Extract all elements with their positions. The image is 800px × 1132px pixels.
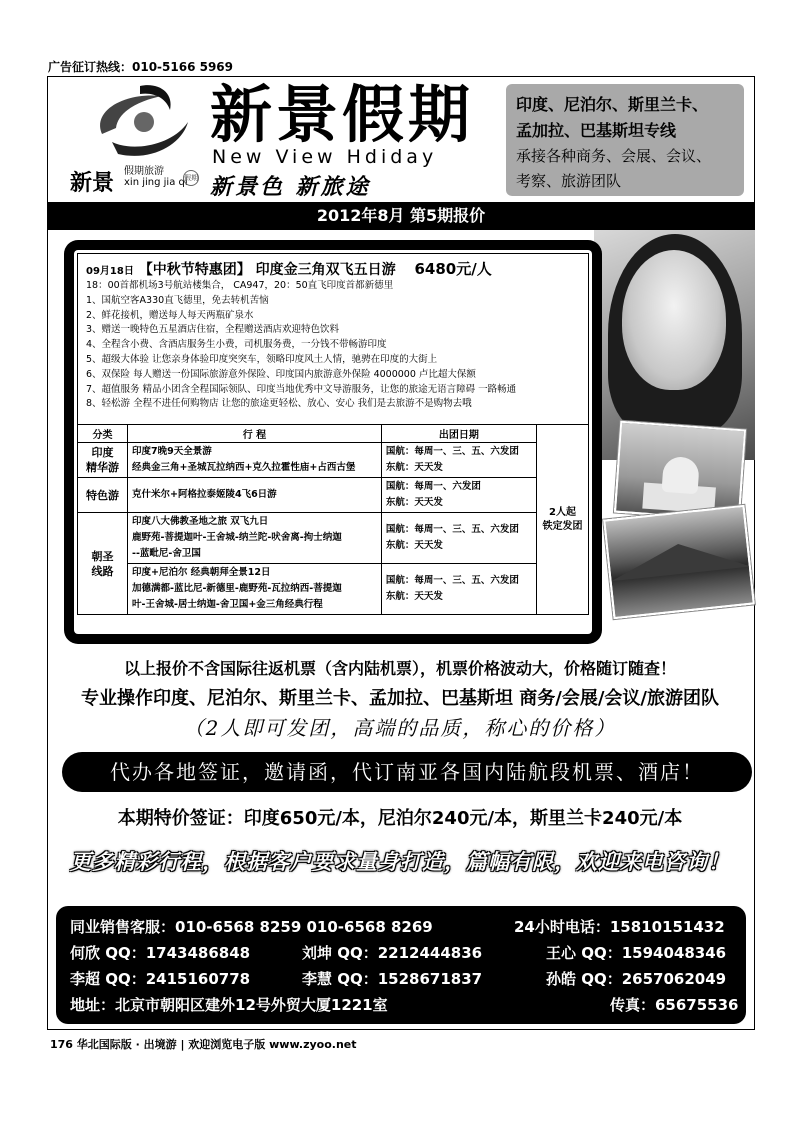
col-header-route: 行 程 <box>128 425 382 443</box>
specialty-line-1: 印度、尼泊尔、斯里兰卡、 <box>516 95 709 114</box>
visa-banner: 代办各地签证，邀请函，代订南亚各国内陆航段机票、酒店！ <box>62 752 752 792</box>
route-line: 加德满都-蓝比尼-新德里-鹿野苑-瓦拉纳西-菩提迦 <box>132 583 342 594</box>
service-line-2: 考察、旅游团队 <box>516 172 622 190</box>
logo-sub-cn: 假期旅游 <box>124 166 164 177</box>
tour-date: 09月18日 <box>86 266 134 277</box>
tour-line: 1、国航空客A330直飞德里，免去转机苦恼 <box>86 294 269 306</box>
featured-tour <box>77 253 589 425</box>
qq-contact: 何欣 QQ：1743486848 <box>70 944 251 962</box>
route-cell <box>128 513 382 564</box>
tour-tag: 【中秋节特惠团】 <box>138 262 251 278</box>
sales-phones: 同业销售客服：010-6568 8259 010-6568 8269 <box>70 918 433 936</box>
hotline-24h: 24小时电话：15810151432 <box>514 918 725 936</box>
col-header-category: 分类 <box>78 425 128 443</box>
depart-line: 东航：天天发 <box>385 497 443 508</box>
route-line: 克什米尔+阿格拉泰姬陵4飞6日游 <box>132 489 277 500</box>
price-note: 以上报价不含国际往返机票（含内陆机票），机票价格波动大，价格随订随查！ <box>123 659 676 678</box>
schedule-table <box>77 424 589 615</box>
tour-title <box>86 258 580 279</box>
contact-row <box>70 916 732 942</box>
specialty-box <box>506 84 744 196</box>
lake-mountain <box>608 537 750 581</box>
qq-contact: 孙皓 QQ：2657062049 <box>546 970 727 988</box>
table-row <box>78 443 589 478</box>
logo-subtitle <box>124 166 188 188</box>
contact-row <box>70 968 732 994</box>
route-line: 经典金三角+圣城瓦拉纳西+克久拉霍性庙+占西古堡 <box>132 462 356 473</box>
side-note-line: 2人起 <box>549 506 576 518</box>
tour-line: 4、全程含小费、含酒店服务生小费，司机服务费，一分钱不带畅游印度 <box>86 339 387 351</box>
tour-line: 6、双保险 每人赠送一份国际旅游意外保险、印度国内旅游意外保险 4000000 卢比超大保额 <box>86 368 476 380</box>
depart-line: 东航：天天发 <box>385 591 443 602</box>
depart-cell <box>381 478 536 513</box>
depart-line: 国航：每周一、三、五、六发团 <box>385 524 519 535</box>
service-line-1: 承接各种商务、会展、会议、 <box>516 147 712 165</box>
more-itineraries: 更多精彩行程，根据客户要求量身打造，篇幅有限，欢迎来电咨询！ <box>70 849 730 874</box>
brand-english: New View Hdiday <box>212 146 438 168</box>
side-note <box>537 425 589 615</box>
contact-row <box>70 994 739 1020</box>
route-cell <box>128 478 382 513</box>
tour-line: 3、赠送一晚特色五星酒店住宿，全程赠送酒店欢迎特色饮料 <box>86 324 340 336</box>
tour-line: 8、轻松游 全程不进任何购物店 让您的旅途更轻松、放心、安心 我们是去旅游不是购物去哦 <box>86 398 472 410</box>
route-cell <box>128 564 382 615</box>
route-line: 鹿野苑-菩提迦叶-王舍城-纳兰陀-吠舍离-拘士纳迦 <box>132 532 342 543</box>
route-line: 印度+尼泊尔 经典朝拜全景12日 <box>132 567 271 578</box>
contact-box <box>56 906 746 1024</box>
taj-dome <box>662 456 700 494</box>
table-row <box>78 564 589 615</box>
brand-title: 新景假期 <box>210 78 475 151</box>
category-cell <box>78 443 128 478</box>
category-label: 精华游 <box>86 461 119 474</box>
tour-name: 印度金三角双飞五日游 <box>255 262 396 278</box>
depart-line: 东航：天天发 <box>385 462 443 473</box>
qq-contact: 刘坤 QQ：2212444836 <box>302 944 483 962</box>
logo-sub-pinyin: xin jing jia qi <box>124 177 188 188</box>
swirl-logo-icon <box>82 82 200 164</box>
tour-line: 18：00首都机场3号航站楼集合， CA947，20：50直飞印度首都新德里 <box>86 280 394 291</box>
category-cell <box>78 513 128 615</box>
tour-line: 7、超值服务 精品小团含全程国际领队、印度当地优秀中文导游服务，让您的旅途无语言障碍 一路畅通 <box>86 383 517 395</box>
qq-contact: 王心 QQ：1594048346 <box>546 944 727 962</box>
depart-cell <box>381 513 536 564</box>
category-label: 朝圣 <box>91 549 114 563</box>
logo-stamp: 假期 <box>183 170 199 186</box>
qq-contact: 李超 QQ：2415160778 <box>70 970 251 988</box>
lake-photo <box>603 505 755 619</box>
depart-line: 国航：每周一、三、五、六发团 <box>385 575 519 586</box>
tour-price: 6480元/人 <box>414 260 492 278</box>
side-note-line: 铁定发团 <box>542 520 583 532</box>
contact-row <box>70 942 732 968</box>
route-line: 印度八大佛教圣地之旅 双飞九日 <box>132 516 269 527</box>
route-line: --蓝毗尼-舍卫国 <box>132 548 201 559</box>
table-header-row <box>78 425 589 443</box>
specialty-line-2: 孟加拉、巴基斯坦专线 <box>516 121 677 140</box>
fax: 传真：65675536 <box>610 996 739 1014</box>
route-line: 叶-王舍城-居士纳迦-舍卫国+金三角经典行程 <box>132 599 323 610</box>
logo-chinese: 新景 <box>70 170 115 196</box>
address: 地址：北京市朝阳区建外12号外贸大厦1221室 <box>70 996 388 1014</box>
category-label: 特色游 <box>86 488 119 502</box>
ad-hotline: 广告征订热线：010-5166 5969 <box>48 60 234 74</box>
tour-line: 2、鲜花接机，赠送每人每天两瓶矿泉水 <box>86 309 254 321</box>
category-label: 印度 <box>91 446 114 459</box>
col-header-depart: 出团日期 <box>381 425 536 443</box>
depart-line: 国航：每周一、六发团 <box>385 481 481 492</box>
depart-cell <box>381 443 536 478</box>
page-footer: 176 华北国际版 · 出境游 | 欢迎浏览电子版 www.zyoo.net <box>50 1038 357 1051</box>
issue-banner: 2012年8月 第5期报价 <box>47 202 755 230</box>
service-note: 专业操作印度、尼泊尔、斯里兰卡、孟加拉、巴基斯坦 商务/会展/会议/旅游团队 <box>81 688 719 709</box>
depart-cell <box>381 564 536 615</box>
depart-line: 东航：天天发 <box>385 540 443 551</box>
depart-line: 国航：每周一、三、五、六发团 <box>385 446 519 457</box>
category-cell <box>78 478 128 513</box>
group-note: （2人即可发团，高端的品质，称心的价格） <box>183 716 617 740</box>
brand-slogan: 新景色 新旅途 <box>210 174 371 200</box>
tour-line: 5、超级大体验 让您亲身体验印度突突车，领略印度风土人情，驰骋在印度的大街上 <box>86 353 438 365</box>
qq-contact: 李慧 QQ：1528671837 <box>302 970 483 988</box>
route-line: 印度7晚9天全景游 <box>132 446 212 457</box>
category-label: 线路 <box>91 564 114 578</box>
photo-face <box>622 250 726 390</box>
route-cell <box>128 443 382 478</box>
table-row <box>78 478 589 513</box>
table-row <box>78 513 589 564</box>
special-visa-price: 本期特价签证：印度650元/本，尼泊尔240元/本，斯里兰卡240元/本 <box>117 808 683 829</box>
